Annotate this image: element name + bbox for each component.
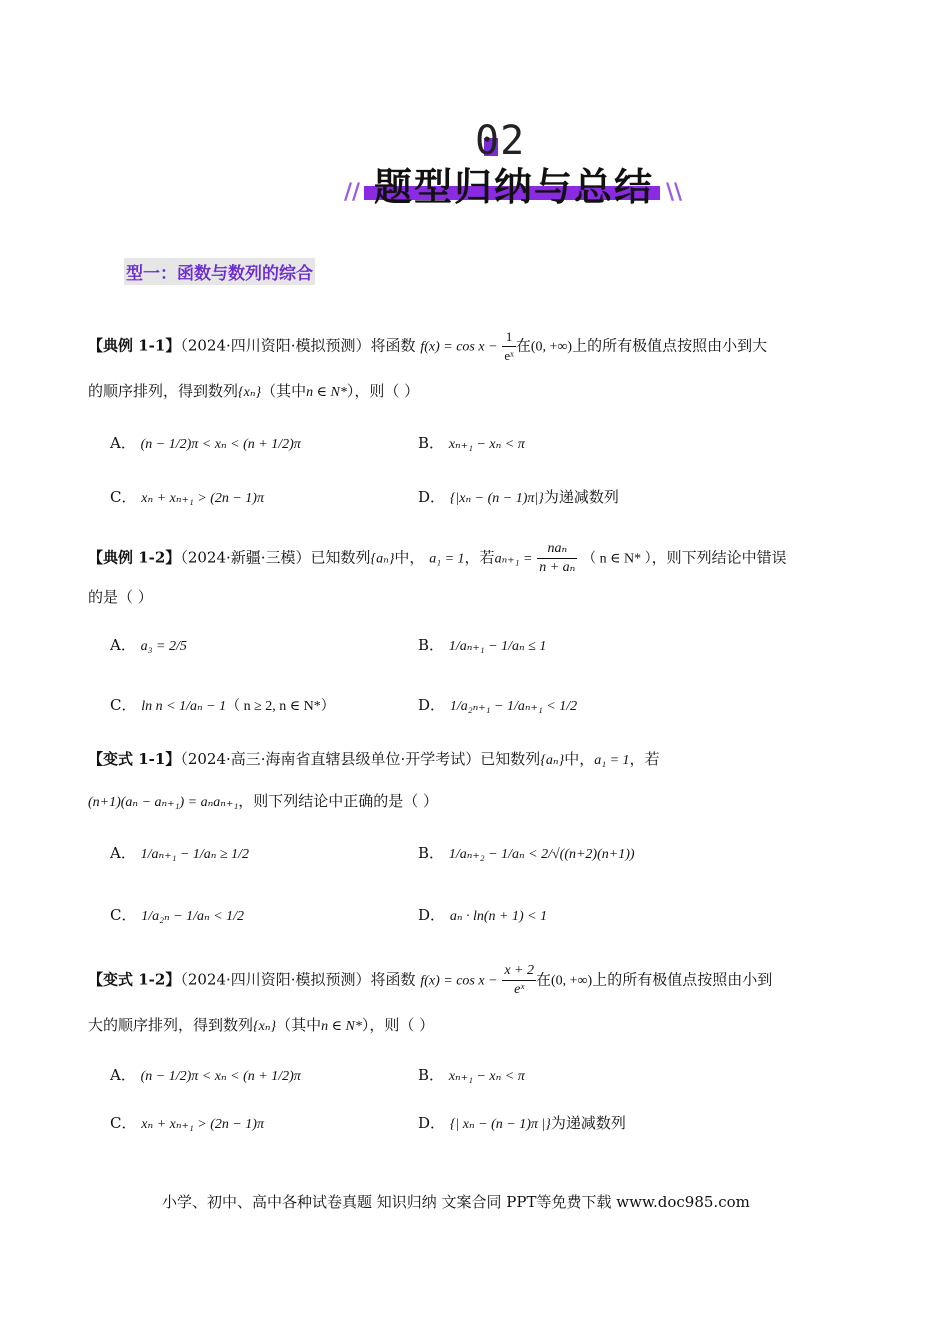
option-a[interactable]: A． (n − 1/2)π < xₙ < (n + 1/2)π: [110, 1066, 301, 1084]
footer-text: 小学、初中、高中各种试卷真题 知识归纳 文案合同 PPT等免费下载 www.doc985.com: [162, 1193, 750, 1211]
option-b[interactable]: B． xₙ₊₁ − xₙ < π: [418, 434, 525, 452]
option-b[interactable]: B． 1/aₙ₊₂ − 1/aₙ < 2/√((n+2)(n+1)): [418, 844, 635, 862]
option-a[interactable]: A． a₃ = 2/5: [110, 636, 187, 654]
problem-label: 【典例 1-1】: [88, 336, 181, 355]
option-c[interactable]: C． 1/a₂ₙ − 1/aₙ < 1/2: [110, 906, 245, 924]
section-number: 02: [475, 118, 526, 164]
variant-1-1-line2: (n+1)(aₙ − aₙ₊₁) = aₙaₙ₊₁，则下列结论中正确的是（ ）: [88, 792, 438, 810]
option-c[interactable]: C． xₙ + xₙ₊₁ > (2n − 1)π: [110, 1114, 264, 1132]
problem-1-1-line1: 【典例 1-1】（2024·四川资阳·模拟预测）将函数 f(x) = cos x − $\frac{1}{\text{eˣ}}$ 在(0, +∞)上的所有极值点按照由小到大: [88, 329, 768, 363]
option-b[interactable]: B． 1/aₙ₊₁ − 1/aₙ ≤ 1: [418, 636, 547, 654]
problem-1-2-line2: 的是（ ）: [88, 588, 153, 606]
deco-left: //: [344, 180, 361, 205]
option-d[interactable]: D． aₙ · ln(n + 1) < 1: [418, 906, 548, 924]
option-a[interactable]: A． (n − 1/2)π < xₙ < (n + 1/2)π: [110, 434, 301, 452]
variant-1-1-line1: 【变式 1-1】（2024·高三·海南省直辖县级单位·开学考试）已知数列{aₙ}中，a₁ = 1，若: [88, 750, 660, 768]
deco-right: \\: [666, 180, 683, 205]
page-title: 题型归纳与总结: [374, 165, 655, 209]
option-d[interactable]: D． {|xₙ − (n − 1)π|}为递减数列: [418, 488, 619, 506]
option-d[interactable]: D． 1/a₂ₙ₊₁ − 1/aₙ₊₁ < 1/2: [418, 696, 578, 714]
problem-1-2-line1: 【典例 1-2】（2024·新疆·三模）已知数列{aₙ}中， a₁ = 1，若aₙ₊₁ = $\frac{\text{naₙ}}{\text{n + aₙ}}$ （ n ∈ N* ），则下列结论中错误: [88, 541, 787, 575]
option-d[interactable]: D． {| xₙ − (n − 1)π |}为递减数列: [418, 1114, 626, 1132]
option-c[interactable]: C． xₙ + xₙ₊₁ > (2n − 1)π: [110, 488, 264, 506]
section-title: 型一：函数与数列的综合: [124, 258, 315, 285]
option-a[interactable]: A． 1/aₙ₊₁ − 1/aₙ ≥ 1/2: [110, 844, 250, 862]
variant-1-2-line1: 【变式 1-2】（2024·四川资阳·模拟预测）将函数 f(x) = cos x − $\frac{x + 2}{\text{eˣ}}$ 在(0, +∞)上的所有极值点按照由小到: [88, 963, 773, 997]
problem-1-1-line2: 的顺序排列，得到数列{xₙ}（其中n ∈ N*），则（ ）: [88, 382, 420, 400]
option-b[interactable]: B． xₙ₊₁ − xₙ < π: [418, 1066, 525, 1084]
variant-1-2-line2: 大的顺序排列，得到数列{xₙ}（其中n ∈ N*），则（ ）: [88, 1016, 435, 1034]
option-c[interactable]: C． ln n < 1/aₙ − 1（ n ≥ 2, n ∈ N*）: [110, 696, 335, 714]
